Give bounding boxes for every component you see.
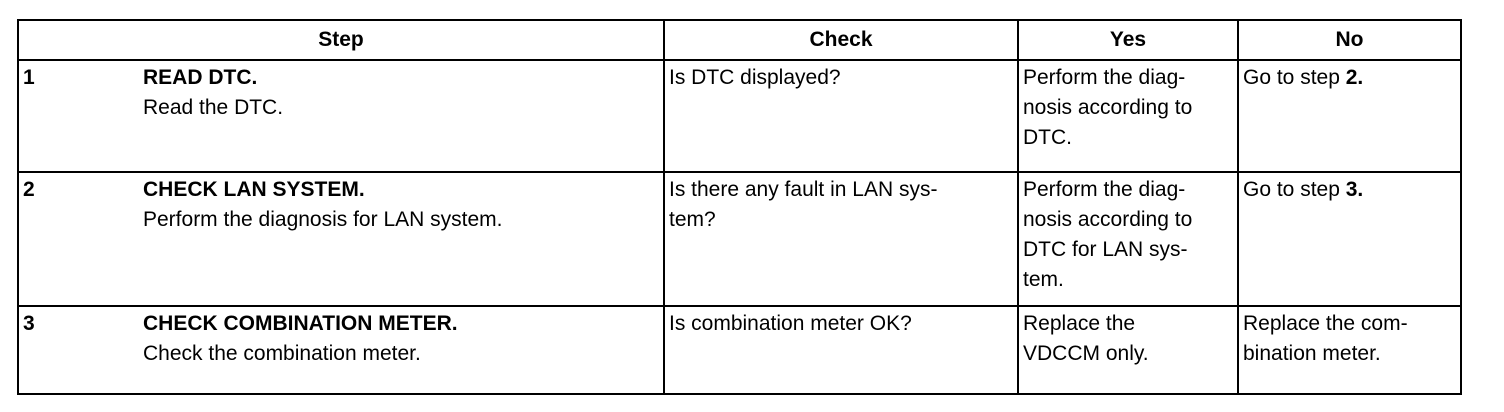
step-number: 3 — [23, 312, 35, 335]
step-number: 1 — [23, 66, 35, 89]
table-row — [18, 60, 1461, 172]
step-number: 2 — [23, 178, 35, 201]
step-title: CHECK LAN SYSTEM. — [143, 178, 365, 201]
no-text: Go to step — [1243, 178, 1346, 201]
yes-cell: Perform the diag- nosis according to DTC for LAN sys- tem. — [1018, 172, 1238, 306]
step-title: CHECK COMBINATION METER. — [143, 312, 458, 335]
header-yes: Yes — [1018, 20, 1238, 60]
step-cell — [18, 172, 664, 306]
yes-cell: Perform the diag- nosis according to DTC. — [1018, 60, 1238, 172]
no-step-ref: 3 — [1345, 178, 1358, 201]
table-row — [18, 172, 1461, 306]
check-cell: Is there any fault in LAN sys- tem? — [664, 172, 1018, 306]
no-cell: Replace the com- bination meter. — [1238, 306, 1461, 394]
no-step-ref: 2 — [1345, 66, 1358, 89]
header-check: Check — [664, 20, 1018, 60]
table-row — [18, 306, 1461, 394]
table-header-row — [18, 20, 1461, 60]
no-cell — [1238, 172, 1461, 306]
no-suffix: . — [1357, 178, 1364, 201]
step-title: READ DTC. — [143, 66, 258, 89]
header-no: No — [1238, 20, 1461, 60]
step-cell — [18, 60, 664, 172]
no-text: Go to step — [1243, 66, 1346, 89]
step-description: Perform the diagnosis for LAN system. — [143, 208, 503, 231]
no-cell — [1238, 60, 1461, 172]
diagnosis-table — [17, 19, 1462, 395]
step-description: Check the combination meter. — [143, 342, 421, 365]
step-description: Read the DTC. — [143, 96, 284, 119]
check-cell: Is combination meter OK? — [664, 306, 1018, 394]
step-cell — [18, 306, 664, 394]
no-suffix: . — [1357, 66, 1364, 89]
header-step: Step — [18, 20, 664, 60]
check-cell: Is DTC displayed? — [664, 60, 1018, 172]
yes-cell: Replace the VDCCM only. — [1018, 306, 1238, 394]
